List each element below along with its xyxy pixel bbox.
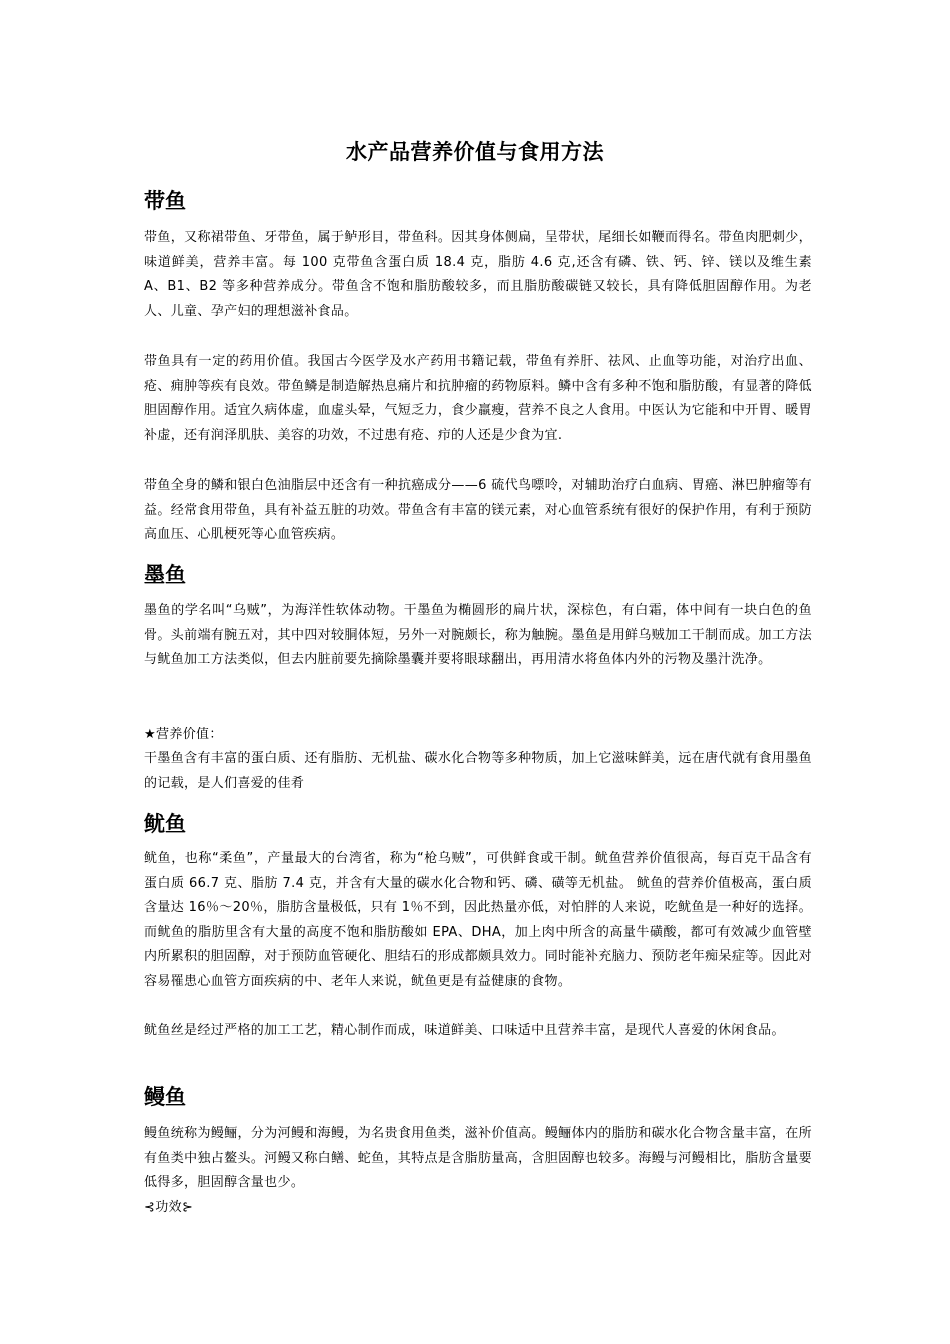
paragraph-squid-snack: 鱿鱼丝是经过严格的加工工艺，精心制作而成，味道鲜美、口味适中且营养丰富，是现代人喜爱的休闲食品。 (144, 1023, 785, 1038)
section-heading-cuttlefish: 墨鱼 (144, 563, 186, 587)
paragraph-hairtail-anticancer: 带鱼全身的鳞和银白色油脂层中还含有一种抗癌成分——6 硫代鸟嘌呤，对辅助治疗白血病、胃癌、淋巴肿瘤等有益。经常食用带鱼，具有补益五脏的功效。带鱼含有丰富的镁元素，对心血管系统有很好的保护作用，有利于预防高血压、心肌梗死等心血管疾病。 (144, 478, 812, 543)
paragraph-hairtail-intro: 带鱼，又称裙带鱼、牙带鱼，属于鲈形目，带鱼科。因其身体侧扁，呈带状，尾细长如鞭而得名。带鱼肉肥刺少，味道鲜美，营养丰富。每 100 克带鱼含蛋白质 18.4 克，脂肪 4.6 克,还含有磷、铁、钙、锌、镁以及维生素 A、B1、B2 等多种营养成分。带鱼含不饱和脂肪酸较多，而且脂肪酸碳链又较长，具有降低胆固醇作用。为老人、儿童、孕产妇的理想滋补食品。 (144, 230, 812, 319)
paragraph-squid-nutrition: 鱿鱼，也称“柔鱼”，产量最大的台湾省，称为“枪乌贼”，可供鲜食或干制。鱿鱼营养价值很高，每百克干品含有蛋白质 66.7 克、脂肪 7.4 克，并含有大量的碳水化合物和钙、磷、磺等无机盐。 鱿鱼的营养价值极高，蛋白质含量达 16％～20％，脂肪含量极低，只有 1％不到，因此热量亦低，对怕胖的人来说，吃鱿鱼是一种好的选择。而鱿鱼的脂肪里含有大量的高度不饱和脂肪酸如 EPA、DHA，加上肉中所含的高量牛磺酸，都可有效减少血管壁内所累积的胆固醇，对于预防血管硬化、胆结石的形成都颇具效力。同时能补充脑力、预防老年痴呆症等。因此对容易罹患心血管方面疾病的中、老年人来说，鱿鱼更是有益健康的食物。 (144, 851, 812, 989)
paragraph-cuttlefish-intro: 墨鱼的学名叫“乌贼”，为海洋性软体动物。干墨鱼为椭圆形的扁片状，深棕色，有白霜，体中间有一块白色的鱼骨。头前端有腕五对，其中四对较胴体短，另外一对腕颇长，称为触腕。墨鱼是用鲜乌贼加工干制而成。加工方法与鱿鱼加工方法类似，但去内脏前要先摘除墨囊并要将眼球翻出，再用清水将鱼体内外的污物及墨汁洗净。 (144, 603, 812, 668)
document-title: 水产品营养价值与食用方法 (346, 140, 604, 164)
section-heading-hairtail: 带鱼 (144, 189, 186, 213)
paragraph-cuttlefish-nutrition-label: ★营养价值： (144, 727, 223, 742)
paragraph-hairtail-medicinal: 带鱼具有一定的药用价值。我国古今医学及水产药用书籍记载，带鱼有养肝、祛风、止血等功能，对治疗出血、疮、痈肿等疾有良效。带鱼鳞是制造解热息痛片和抗肿瘤的药物原料。鳞中含有多种不饱和脂肪酸，有显著的降低胆固醇作用。适宜久病体虚，血虚头晕，气短乏力，食少羸瘦，营养不良之人食用。中医认为它能和中开胃、暖胃补虚，还有润泽肌肤、美容的功效，不过患有疮、疖的人还是少食为宜. (144, 354, 812, 443)
section-heading-eel: 鳗鱼 (144, 1085, 186, 1109)
paragraph-cuttlefish-nutrition: 干墨鱼含有丰富的蛋白质、还有脂肪、无机盐、碳水化合物等多种物质，加上它滋味鲜美，远在唐代就有食用墨鱼的记载，是人们喜爱的佳肴 (144, 751, 812, 791)
paragraph-eel-effects-label: ⊰功效⊱ (144, 1200, 194, 1215)
section-heading-squid: 鱿鱼 (144, 812, 186, 836)
paragraph-eel-intro: 鳗鱼统称为鳗鲡，分为河鳗和海鳗，为名贵食用鱼类，滋补价值高。鳗鲡体内的脂肪和碳水化合物含量丰富，在所有鱼类中独占鳌头。河鳗又称白鳝、蛇鱼，其特点是含脂肪量高，含胆固醇也较多。海鳗与河鳗相比，脂肪含量要低得多，胆固醇含量也少。 (144, 1126, 812, 1191)
